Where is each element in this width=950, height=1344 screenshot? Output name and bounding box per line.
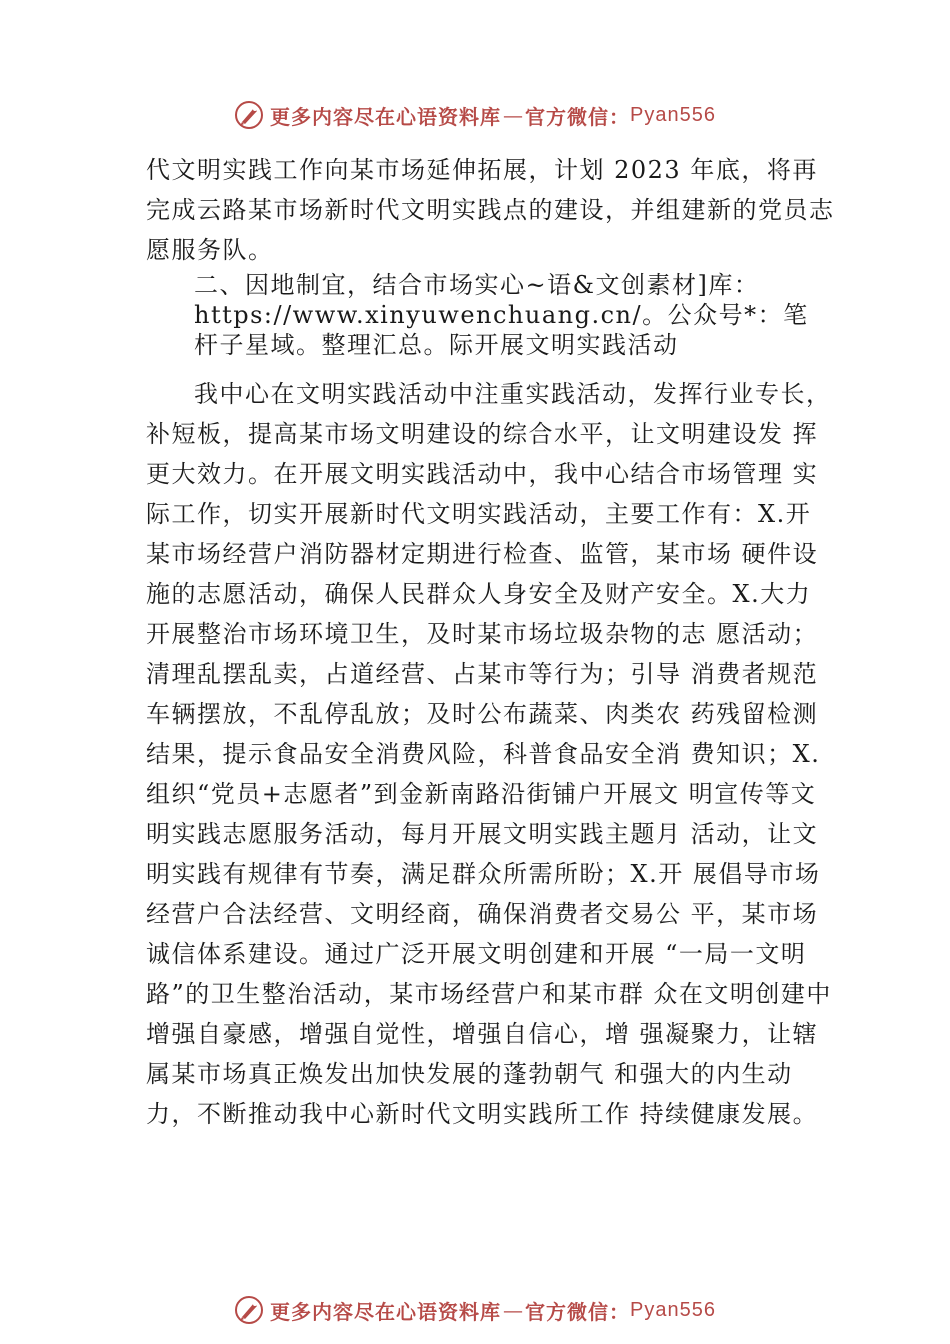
footer-banner-dash: —	[503, 1298, 524, 1322]
section-heading	[194, 270, 834, 360]
section-heading-part-1: 二、因地制宜，结合市场实心~语&文创素材]库：	[194, 271, 760, 299]
pen-logo-icon	[234, 1295, 264, 1325]
footer-banner-account: Pyan556	[630, 1298, 716, 1321]
document-body	[146, 150, 836, 1134]
paragraph-continuation: 代文明实践工作向某市场延伸拓展，计划 2023 年底，将再完成云路某市场新时代文明实践点的建设，并组建新的党员志愿服务队。	[146, 156, 835, 264]
header-banner-title: 更多内容尽在心语资料库	[270, 104, 502, 129]
header-banner-dash: —	[503, 103, 524, 127]
footer-banner-label: 官方微信：	[525, 1299, 631, 1324]
paragraph-main: 我中心在文明实践活动中注重实践活动，发挥行业专长，补短板，提高某市场文明建设的综合水平，让文明建设发 挥更大效力。在开展文明实践活动中，我中心结合市场管理 实际工作，切实开展新时代文明实践活动，主要工作有：X.开某市场经营户消防器材定期进行检查、监管，某市场 硬件设施的志愿活动，确保人民群众人身安全及财产安全。X.大力开展整治市场环境卫生，及时某市场垃圾杂物的志 愿活动；清理乱摆乱卖，占道经营、占某市等行为；引导 消费者规范车辆摆放，不乱停乱放；及时公布蔬菜、肉类农 药残留检测结果，提示食品安全消费风险，科普食品安全消 费知识；X.组织“党员+志愿者”到金新南路沿街铺户开展文 明宣传等文明实践志愿服务活动，每月开展文明实践主题月 活动，让文明实践有规律有节奏，满足群众所需所盼；X.开 展倡导市场经营户合法经营、文明经商，确保消费者交易公 平，某市场诚信体系建设。通过广泛开展文明创建和开展 “一局一文明路”的卫生整治活动，某市场经营户和某市群 众在文明创建中增强自豪感，增强自觉性，增强自信心，增 强凝聚力，让辖属某市场真正焕发出加快发展的蓬勃朝气 和强大的内生动力，不断推动我中心新时代文明实践所工作 持续健康发展。	[146, 380, 832, 1128]
footer-banner-title: 更多内容尽在心语资料库	[270, 1299, 502, 1324]
header-banner-label: 官方微信：	[525, 104, 631, 129]
header-banner-account: Pyan556	[630, 103, 716, 126]
header-watermark-banner	[0, 95, 950, 135]
pen-logo-icon	[234, 100, 264, 130]
footer-watermark-banner	[0, 1290, 950, 1330]
section-heading-part-2: https://www.xinyuwenchuang.cn/。公众号*：笔杆子星域。整理汇总。际开展文明实践活动	[194, 301, 809, 359]
